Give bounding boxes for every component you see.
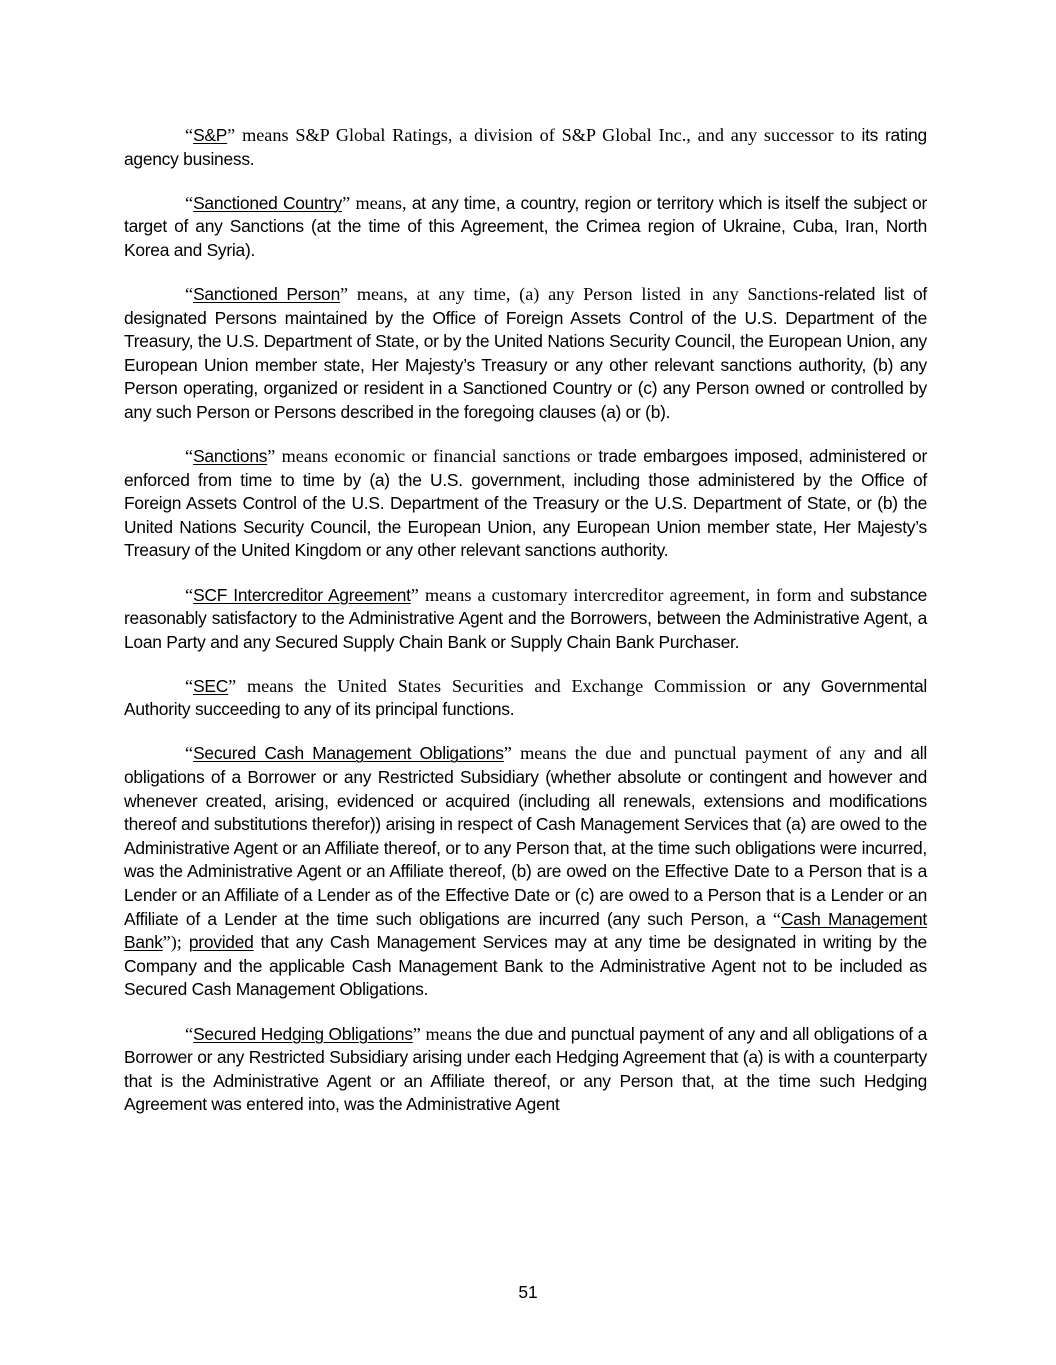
definition-sanctioned-person (124, 283, 927, 425)
definition-sanctioned-country (124, 192, 927, 263)
open-quote: “ (772, 908, 781, 929)
page-number: 51 (518, 1282, 538, 1302)
definition-sp (124, 124, 927, 171)
close-quote: ”); (162, 932, 182, 953)
definition-body: -related list of designated Persons maintained by the Office of Foreign Assets Control of the U.S. Department of the Treasury, the U.S. Department of State, or by the United Nations Security Council, the European Union, any European Union member state, Her Majesty’s Treasury or any other relevant sanctions authority, (b) any Person operating, organized or resident in a Sanctioned Country or (c) any Person owned or controlled by any such Person or Persons described in the foregoing clauses (a) or (b). (124, 283, 927, 422)
open-quote: “ (185, 192, 194, 213)
close-quote: ” (412, 1023, 421, 1044)
close-quote: ” (340, 283, 349, 304)
defined-term: Sanctions (193, 446, 268, 467)
defined-term: Secured Cash Management Obligations (193, 743, 504, 764)
close-quote: ” (227, 125, 236, 145)
open-quote: “ (185, 743, 194, 764)
open-quote: “ (185, 125, 194, 145)
defined-term-cash-management-bank: Cash Management Bank (124, 908, 927, 953)
close-quote: ” (342, 192, 351, 213)
close-quote: ” (228, 675, 237, 696)
open-quote: “ (185, 1023, 194, 1044)
close-quote: ” (503, 743, 512, 764)
defined-term: Sanctioned Country (193, 192, 343, 213)
definition-body: substance reasonably satisfactory to the Administrative Agent and the Borrowers, between the Administrative Agent, a Loan Party and any Secured Supply Chain Bank or Supply Chain Bank Purchaser. (124, 584, 928, 652)
close-quote: ” (267, 446, 276, 467)
open-quote: “ (185, 446, 194, 467)
definition-secured-hedging-obligations (124, 1023, 927, 1117)
definition-sanctions (124, 445, 927, 563)
definition-scf-intercreditor-agreement (124, 584, 927, 655)
proviso-term: provided (188, 932, 254, 953)
definition-body: its rating agency business. (124, 125, 927, 169)
definition-body: trade embargoes imposed, administered or enforced from time to time by (a) the U.S. government, including those administered by the Office of Foreign Assets Control of the U.S. Department of the Treasury or the U.S. Department of State, or (b) the United Nations Security Council, the European Union, any European Union member state, Her Majesty’s Treasury of the United Kingdom or any other relevant sanctions authority. (124, 446, 927, 561)
defined-term: SCF Intercreditor Agreement (193, 584, 411, 605)
close-quote: ” (410, 584, 419, 605)
definition-body: or any Governmental Authority succeeding to any of its principal functions. (124, 675, 927, 720)
open-quote: “ (185, 675, 194, 696)
definition-connector: means a customary intercreditor agreement, in form and (418, 584, 844, 605)
definition-connector: means S&P Global Ratings, a division of S&P Global Inc., and any successor to (235, 125, 855, 145)
open-quote: “ (185, 283, 194, 304)
definition-connector: means economic or financial sanctions or (275, 446, 592, 467)
definition-sec (124, 675, 927, 722)
definition-body: at any time, a country, region or territory which is itself the subject or target of any Sanctions (at the time of this Agreement, the Crimea region of Ukraine, Cuba, Iran, North Korea and Syria). (124, 192, 927, 260)
open-quote: “ (185, 584, 194, 605)
definition-tail: that any Cash Management Services may at any time be designated in writing by the Company and the applicable Cash Management Bank to the Administrative Agent not to be included as Secured Cash Management Obligations. (124, 932, 927, 1000)
defined-term: Sanctioned Person (193, 283, 340, 304)
definition-connector: means (420, 1023, 472, 1044)
definition-connector: means the due and punctual payment of any (511, 743, 866, 764)
defined-term: Secured Hedging Obligations (193, 1023, 413, 1044)
document-page (124, 124, 927, 1137)
definition-body: and all obligations of a Borrower or any Restricted Subsidiary (whether absolute or contingent and however and whenever created, arising, evidenced or acquired (including all renewals, extensions and modifications thereof and substitutions therefor)) arising in respect of Cash Management Services that (a) are owed to the Administrative Agent or an Affiliate thereof, or to any Person that, at the time such obligations were incurred, was the Administrative Agent or an Affiliate thereof, (b) are owed on the Effective Date to a Person that is a Lender or an Affiliate of a Lender as of the Effective Date or (c) are owed to a Person that is a Lender or an Affiliate of a Lender at the time such obligations are incurred (any such Person, a (124, 743, 927, 929)
definition-connector: means, at any time, (a) any Person listed in any Sanctions (348, 283, 819, 304)
definition-body: the due and punctual payment of any and all obligations of a Borrower or any Restricted Subsidiary arising under each Hedging Agreement that (a) is with a counterparty that is the Administrative Agent or an Affiliate thereof, or any Person that, at the time such Hedging Agreement was entered into, was the Administrative Agent (124, 1023, 927, 1115)
defined-term: S&P (193, 125, 228, 145)
defined-term: SEC (193, 675, 229, 696)
definition-connector: means, (350, 192, 407, 213)
definition-secured-cash-management-obligations (124, 742, 927, 1002)
definition-connector: means the United States Securities and Exchange Commission (236, 675, 746, 696)
